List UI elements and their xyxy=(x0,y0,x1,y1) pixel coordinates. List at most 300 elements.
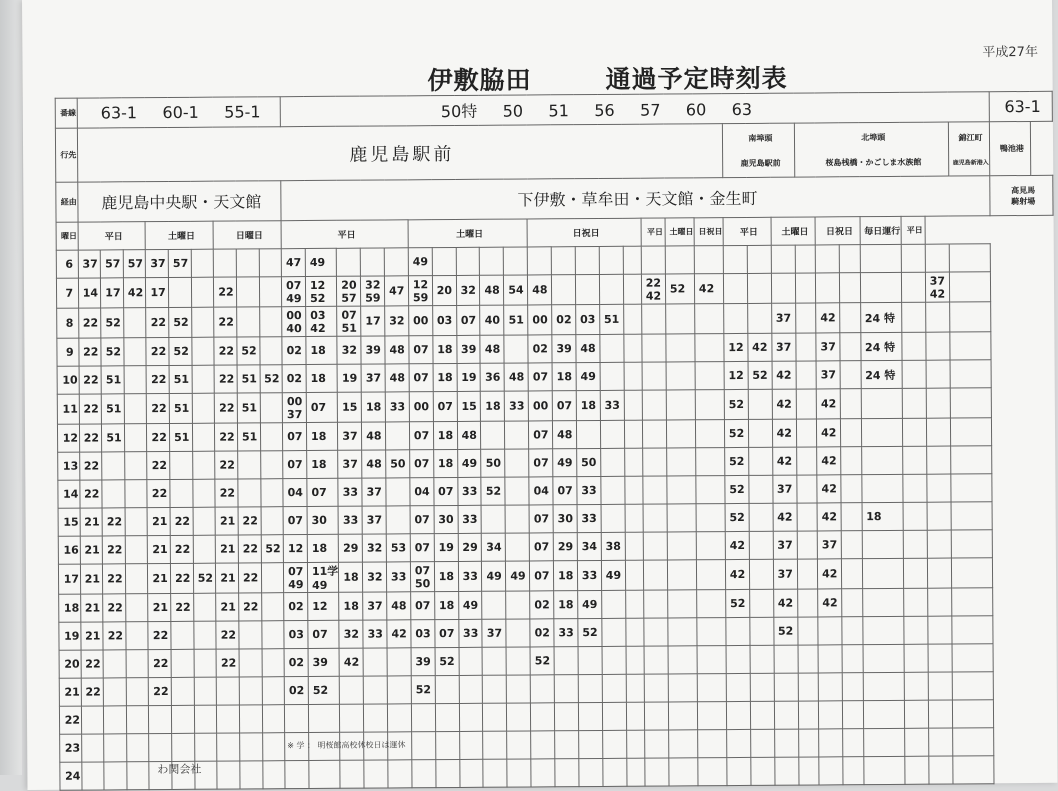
timetable-cell: 18 xyxy=(553,561,577,591)
timetable-cell: 18 xyxy=(552,363,576,391)
timetable-cell: 18 xyxy=(339,562,363,592)
timetable-cell xyxy=(863,756,904,784)
timetable-cell: 03 xyxy=(576,304,600,334)
timetable-cell: 土曜日 xyxy=(771,217,816,245)
timetable-cell: 04 xyxy=(410,478,434,506)
timetable-cell xyxy=(798,673,818,701)
timetable-cell xyxy=(193,535,216,563)
timetable-cell xyxy=(949,244,990,272)
timetable-cell xyxy=(124,424,147,452)
timetable-cell xyxy=(171,677,194,705)
label-text: 高見馬 xyxy=(1011,185,1036,195)
timetable-cell xyxy=(507,703,531,731)
timetable-cell xyxy=(482,591,506,619)
timetable-cell: 22 xyxy=(170,563,193,593)
timetable-cell: 42 xyxy=(817,475,842,503)
timetable-cell: 51 xyxy=(504,305,528,335)
timetable-cell xyxy=(667,532,696,560)
timetable-cell xyxy=(904,756,928,784)
timetable-cell xyxy=(432,247,456,275)
timetable-cell: 42 xyxy=(772,419,797,447)
timetable-cell xyxy=(694,246,723,274)
timetable-cell xyxy=(308,704,340,732)
timetable-cell: 29 xyxy=(458,533,482,561)
timetable-cell: 33 xyxy=(363,620,387,648)
timetable-cell xyxy=(483,731,507,759)
timetable-cell: 00 xyxy=(528,391,552,421)
timetable-cell xyxy=(602,674,626,702)
timetable-cell: 48 xyxy=(576,334,600,362)
timetable-cell xyxy=(578,674,602,702)
timetable-cell xyxy=(903,558,927,588)
timetable-cell: 8 xyxy=(57,308,79,338)
timetable-cell xyxy=(599,246,623,274)
timetable-cell: 34 xyxy=(482,533,506,561)
timetable-cell xyxy=(551,275,575,305)
timetable-cell xyxy=(387,648,411,676)
timetable-cell xyxy=(666,362,695,390)
timetable-cell xyxy=(260,423,283,451)
timetable-cell xyxy=(818,701,843,729)
timetable-cell xyxy=(747,273,771,303)
timetable-cell xyxy=(798,617,818,645)
timetable-cell: 10 xyxy=(57,366,79,394)
timetable-cell xyxy=(901,332,925,360)
timetable-cell: 07 xyxy=(529,505,553,533)
timetable-cell xyxy=(951,616,992,644)
timetable-cell xyxy=(951,502,992,530)
timetable-cell xyxy=(435,675,459,703)
timetable-cell xyxy=(816,273,841,303)
timetable-cell: 52 xyxy=(530,647,554,675)
timetable-cell xyxy=(259,249,282,277)
timetable-cell xyxy=(363,676,387,704)
timetable-cell xyxy=(929,756,953,784)
timetable-cell xyxy=(555,759,579,787)
timetable-cell: 22 42 xyxy=(641,274,665,304)
via-label: 経由 xyxy=(56,182,78,222)
timetable-cell xyxy=(797,559,817,589)
timetable-cell: 19 xyxy=(337,364,361,392)
timetable-cell: 02 xyxy=(528,335,552,363)
timetable-cell xyxy=(599,274,623,304)
timetable-cell xyxy=(337,248,361,276)
timetable-cell: 07 xyxy=(435,619,459,647)
timetable-cell xyxy=(507,759,531,787)
timetable-cell xyxy=(841,361,861,389)
timetable-cell: 52 xyxy=(725,475,749,503)
timetable-cell xyxy=(843,757,863,785)
timetable-cell: 52 xyxy=(101,308,124,338)
timetable-cell: 29 xyxy=(339,534,363,562)
timetable-cell: 50 xyxy=(481,449,505,477)
timetable-cell xyxy=(309,760,341,788)
timetable-cell xyxy=(748,447,772,475)
timetable-cell: 11 xyxy=(57,394,79,424)
timetable-cell: 12 xyxy=(724,333,748,361)
timetable-cell: 21 xyxy=(216,563,239,593)
timetable-cell: 33 xyxy=(600,390,624,420)
timetable-cell: 52 xyxy=(261,535,284,563)
timetable-cell: 22 xyxy=(147,393,170,423)
footnote: ※ 学 ： 明桜館高校休校日は運休 xyxy=(287,740,406,751)
timetable-cell xyxy=(796,419,816,447)
timetable-cell xyxy=(217,705,240,733)
timetable-cell xyxy=(192,365,215,393)
timetable-cell xyxy=(81,762,104,790)
timetable-cell xyxy=(860,272,901,302)
timetable-cell: 18 xyxy=(59,594,81,622)
board-frame xyxy=(0,0,22,775)
timetable-cell: 03 42 xyxy=(306,306,338,336)
timetable-cell: 42 xyxy=(387,620,411,648)
timetable-cell: 22 xyxy=(103,564,126,594)
timetable-cell: 52 xyxy=(101,338,124,366)
timetable-cell: 07 xyxy=(410,506,434,534)
timetable-cell: 51 xyxy=(169,393,192,423)
route-55-1: 55-1 xyxy=(224,102,261,122)
timetable-cell xyxy=(575,246,599,274)
timetable-cell: 52 xyxy=(193,563,216,593)
timetable-cell: 22 xyxy=(79,394,102,424)
timetable-cell xyxy=(103,650,126,678)
timetable-cell: 42 xyxy=(773,503,798,531)
timetable-cell: 33 xyxy=(458,505,482,533)
timetable-cell xyxy=(818,673,843,701)
timetable-cell xyxy=(726,673,750,701)
timetable-cell xyxy=(669,758,698,786)
timetable-cell xyxy=(819,757,844,785)
timetable-cell xyxy=(259,307,282,337)
timetable-cell: 49 xyxy=(553,449,577,477)
timetable-cell xyxy=(506,533,530,561)
timetable-cell: 12 xyxy=(57,424,79,452)
timetable-cell: 平日 xyxy=(78,222,146,250)
timetable-cell xyxy=(843,701,863,729)
destination-label: 行先 xyxy=(55,128,77,182)
timetable-cell: 37 xyxy=(362,506,386,534)
timetable-cell: 24 特 xyxy=(861,360,902,388)
timetable-cell: 18 xyxy=(862,502,903,530)
timetable-cell xyxy=(666,420,695,448)
timetable-cell xyxy=(193,479,216,507)
timetable-cell xyxy=(239,649,262,677)
timetable-cell xyxy=(841,419,861,447)
timetable-cell xyxy=(104,706,127,734)
timetable-cell: 42 xyxy=(694,274,723,304)
timetable-cell: 37 xyxy=(338,422,362,450)
timetable-cell: 52 xyxy=(411,676,435,704)
timetable-cell xyxy=(798,645,818,673)
timetable-cell xyxy=(951,558,992,588)
timetable-cell: 52 xyxy=(773,617,798,645)
timetable-cell xyxy=(799,757,819,785)
timetable-cell xyxy=(840,245,860,273)
timetable-cell: 49 xyxy=(408,248,432,276)
timetable-cell xyxy=(280,92,989,127)
timetable-cell xyxy=(260,451,283,479)
timetable-cell xyxy=(667,448,696,476)
timetable-cell xyxy=(435,731,459,759)
timetable-cell: 42 xyxy=(816,303,841,333)
timetable-cell: 49 xyxy=(506,561,530,591)
timetable-cell: 毎日運行 xyxy=(860,216,901,244)
timetable-cell: 22 xyxy=(146,307,169,337)
timetable-cell: 07 xyxy=(410,450,434,478)
timetable-cell xyxy=(504,335,528,363)
timetable-cell: 22 xyxy=(79,424,102,452)
timetable-cell xyxy=(925,302,949,332)
timetable-cell: 54 xyxy=(504,275,528,305)
timetable-cell: 18 xyxy=(481,391,505,421)
timetable-cell xyxy=(126,678,149,706)
timetable-cell: 18 xyxy=(433,421,457,449)
route-51: 51 xyxy=(548,101,569,121)
timetable xyxy=(55,91,1058,791)
timetable-cell: 22 xyxy=(81,678,104,706)
timetable-cell xyxy=(624,390,642,420)
timetable-cell: 51 xyxy=(101,366,124,394)
timetable-cell xyxy=(927,502,951,530)
timetable-cell xyxy=(459,759,483,787)
timetable-cell: 37 xyxy=(78,250,101,278)
timetable-cell xyxy=(171,621,194,649)
timetable-cell xyxy=(797,531,817,559)
timetable-cell: 07 xyxy=(456,305,480,335)
timetable-cell xyxy=(124,394,147,424)
timetable-cell xyxy=(644,618,668,646)
timetable-cell xyxy=(103,678,126,706)
timetable-cell xyxy=(668,674,697,702)
timetable-cell xyxy=(240,761,263,789)
timetable-cell xyxy=(644,702,668,730)
timetable-cell: 37 xyxy=(361,364,385,392)
timetable-cell xyxy=(435,703,459,731)
timetable-cell xyxy=(214,249,237,277)
timetable-cell xyxy=(364,704,388,732)
timetable-cell xyxy=(928,700,952,728)
timetable-cell: 07 49 xyxy=(282,277,306,307)
timetable-cell: 11学 49 xyxy=(307,562,339,592)
timetable-cell xyxy=(412,760,436,788)
timetable-cell xyxy=(386,478,410,506)
timetable-cell: 48 xyxy=(385,336,409,364)
timetable-cell: 52 xyxy=(260,365,283,393)
timetable-cell: 37 xyxy=(338,450,362,478)
timetable-cell: 36 xyxy=(480,363,504,391)
timetable-cell: 21 xyxy=(80,594,103,622)
timetable-cell: 52 xyxy=(481,477,505,505)
timetable-cell: 33 xyxy=(386,562,410,592)
timetable-cell xyxy=(723,245,747,273)
timetable-cell: 07 xyxy=(283,423,307,451)
timetable-cell: 12 52 xyxy=(305,276,337,306)
route-63-1-right: 63-1 xyxy=(989,91,1053,121)
timetable-cell xyxy=(818,645,843,673)
timetable-cell: 22 xyxy=(238,507,261,535)
timetable-cell xyxy=(104,762,127,790)
timetable-cell xyxy=(667,590,696,618)
timetable-cell: 33 xyxy=(338,506,362,534)
timetable-cell: 07 xyxy=(528,363,552,391)
timetable-cell: 18 xyxy=(306,364,338,392)
timetable-cell: 22 xyxy=(147,479,170,507)
station-name: 伊敷脇田 xyxy=(427,65,532,96)
timetable-cell xyxy=(696,532,725,560)
timetable-cell: 18 xyxy=(306,336,338,364)
timetable-cell xyxy=(623,304,641,334)
timetable-cell xyxy=(626,730,644,758)
timetable-cell: 18 xyxy=(576,390,600,420)
timetable-cell: 22 xyxy=(170,507,193,535)
timetable-cell: 48 xyxy=(387,592,411,620)
timetable-cell: 32 59 xyxy=(361,276,385,306)
timetable-cell xyxy=(797,475,817,503)
timetable-cell: 22 xyxy=(79,452,102,480)
timetable-cell xyxy=(261,621,284,649)
timetable-cell: 21 xyxy=(80,564,103,594)
timetable-cell xyxy=(169,277,192,307)
timetable-cell: 37 xyxy=(773,531,798,559)
route-57: 57 xyxy=(640,100,661,120)
timetable-cell: 22 xyxy=(214,277,237,307)
timetable-cell: 13 xyxy=(58,452,80,480)
timetable-cell: 33 xyxy=(458,561,482,591)
timetable-cell xyxy=(952,700,993,728)
timetable-cell: 52 xyxy=(724,389,748,419)
timetable-cell: 18 xyxy=(433,363,457,391)
timetable-cell xyxy=(902,388,926,418)
timetable-cell xyxy=(259,337,282,365)
timetable-cell: 52 xyxy=(169,337,192,365)
timetable-cell xyxy=(626,702,644,730)
timetable-cell xyxy=(840,273,860,303)
timetable-cell xyxy=(698,758,727,786)
timetable-cell: 02 xyxy=(282,365,306,393)
timetable-cell: 37 xyxy=(816,361,841,389)
timetable-cell xyxy=(387,676,411,704)
timetable-cell xyxy=(480,247,504,275)
timetable-cell xyxy=(861,446,902,474)
timetable-cell xyxy=(796,361,816,389)
timetable-cell xyxy=(841,389,861,419)
timetable-cell xyxy=(504,247,528,275)
timetable-cell: 22 xyxy=(214,307,237,337)
timetable-cell xyxy=(578,646,602,674)
timetable-cell: 22 xyxy=(81,650,104,678)
timetable-cell: 34 xyxy=(577,532,601,560)
timetable-cell: 48 xyxy=(480,275,504,305)
timetable-cell xyxy=(192,451,215,479)
timetable-cell xyxy=(623,274,641,304)
timetable-cell: 22 xyxy=(148,649,171,677)
timetable-cell xyxy=(863,728,904,756)
timetable-cell xyxy=(124,338,147,366)
timetable-cell xyxy=(575,274,599,304)
timetable-cell: 39 xyxy=(552,335,576,363)
timetable-cell: 51 xyxy=(237,423,260,451)
timetable-cell xyxy=(696,476,725,504)
timetable-cell xyxy=(625,590,643,618)
timetable-cell: 土曜日 xyxy=(146,221,214,249)
timetable-cell: 22 xyxy=(147,365,170,393)
timetable-cell: 22 xyxy=(79,480,102,508)
timetable-cell xyxy=(262,649,285,677)
timetable-cell xyxy=(726,645,750,673)
timetable-cell xyxy=(262,733,285,761)
timetable-cell: 07 xyxy=(553,477,577,505)
timetable-cell: 22 xyxy=(59,706,81,734)
timetable-cell: 18 xyxy=(433,449,457,477)
timetable-cell: 15 xyxy=(338,392,362,422)
timetable-cell xyxy=(727,757,751,785)
timetable-cell: 47 xyxy=(281,249,305,277)
route-60-1: 60-1 xyxy=(162,102,199,123)
timetable-cell xyxy=(863,644,904,672)
timetable-cell: 48 xyxy=(385,364,409,392)
timetable-cell xyxy=(364,760,388,788)
timetable-cell xyxy=(749,531,773,559)
timetable-cell xyxy=(840,303,860,333)
timetable-cell: 42 xyxy=(748,333,772,361)
timetable-title: 通過予定時刻表 xyxy=(605,63,788,94)
timetable-cell: 48 xyxy=(362,450,386,478)
timetable-cell xyxy=(774,673,799,701)
timetable-cell: 14 xyxy=(58,480,80,508)
timetable-cell: 24 xyxy=(60,762,82,790)
timetable-cell xyxy=(951,530,992,558)
timetable-cell xyxy=(459,703,483,731)
timetable-cell: 52 xyxy=(237,337,260,365)
timetable-cell: 52 xyxy=(725,447,749,475)
timetable-cell xyxy=(902,418,926,446)
timetable-cell: 33 xyxy=(554,619,578,647)
timetable-cell: 07 xyxy=(409,336,433,364)
timetable-cell: 30 xyxy=(553,505,577,533)
timetable-cell xyxy=(385,422,409,450)
timetable-cell xyxy=(667,504,696,532)
timetable-cell: 37 xyxy=(771,333,796,361)
timetable-cell: 22 xyxy=(148,621,171,649)
timetable-cell: 22 xyxy=(239,593,262,621)
timetable-cell xyxy=(645,758,669,786)
timetable-cell: 57 xyxy=(168,249,191,277)
route-60: 60 xyxy=(685,100,707,120)
timetable-cell xyxy=(554,675,578,703)
timetable-cell xyxy=(668,702,697,730)
timetable-cell xyxy=(483,703,507,731)
timetable-cell xyxy=(863,672,904,700)
timetable-cell xyxy=(125,508,148,536)
timetable-cell xyxy=(843,673,863,701)
timetable-cell: 02 xyxy=(284,677,308,705)
timetable-cell: 18 xyxy=(306,422,338,450)
route-50: 50 xyxy=(502,101,524,121)
timetable-cell: 21 xyxy=(148,535,171,563)
timetable-cell xyxy=(81,734,104,762)
timetable-cell: 18 xyxy=(434,561,458,591)
timetable-cell: 39 xyxy=(308,648,340,676)
timetable-cell xyxy=(748,389,772,419)
timetable-cell xyxy=(172,733,195,761)
timetable-cell xyxy=(238,479,261,507)
timetable-cell: 02 xyxy=(552,305,576,335)
timetable-cell xyxy=(102,480,125,508)
timetable-cell xyxy=(818,617,843,645)
timetable-cell xyxy=(170,479,193,507)
timetable-cell xyxy=(125,564,148,594)
timetable-cell xyxy=(531,731,555,759)
